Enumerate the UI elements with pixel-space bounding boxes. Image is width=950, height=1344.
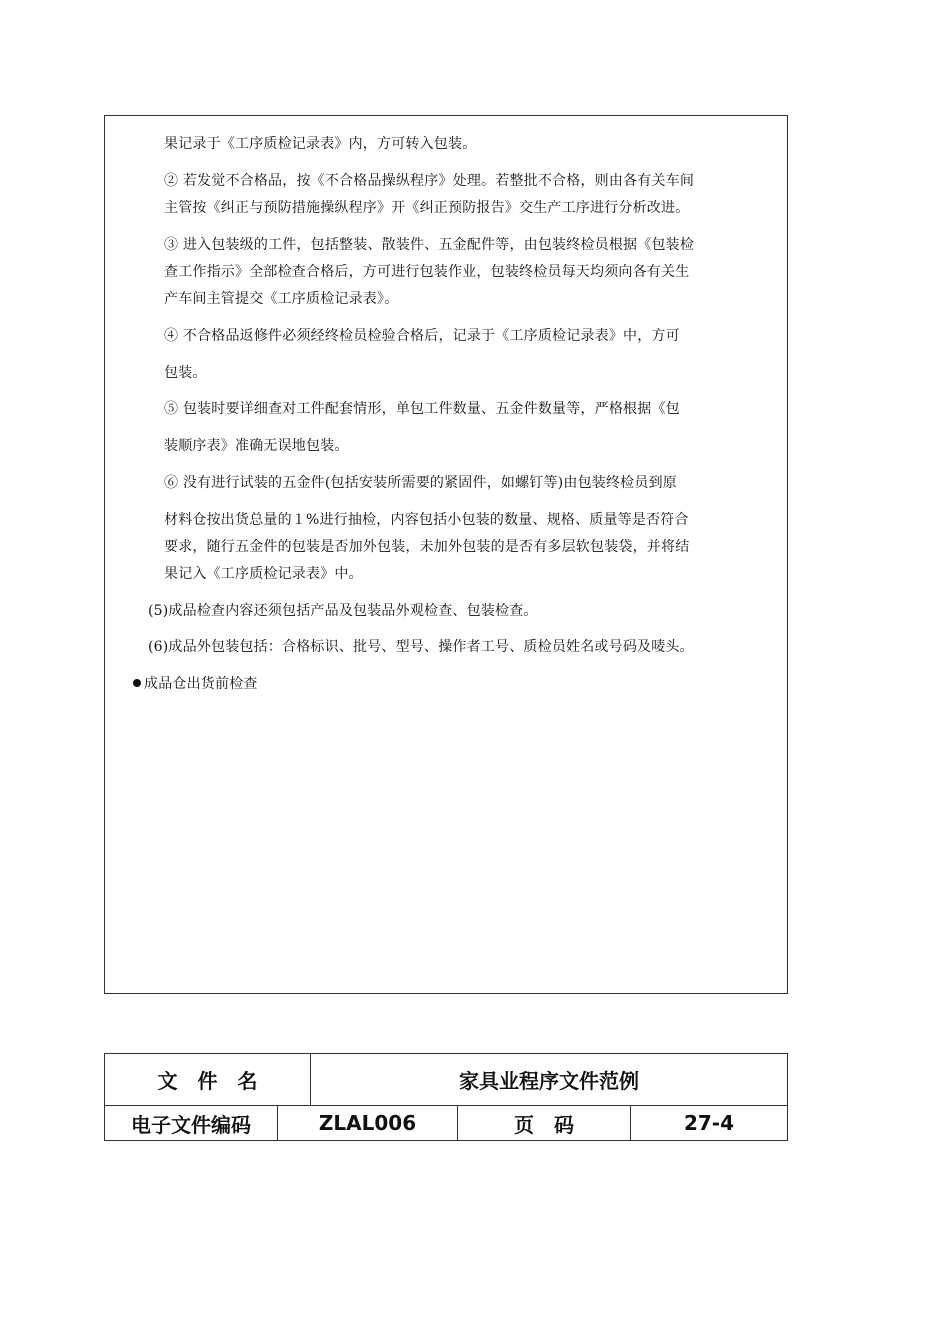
text-line: 查工作指示》全部检查合格后，方可进行包装作业，包装终检员每天均须向各有关生 — [164, 264, 690, 280]
text-line: ③ 进入包装级的工件，包括整装、散装件、五金配件等，由包装终检员根据《包装检 — [164, 237, 695, 253]
text-line: (6)成品外包装包括：合格标识、批号、型号、操作者工号、质检员姓名或号码及唛头。 — [148, 639, 694, 655]
footer-table — [104, 1053, 788, 1141]
page-number: 27-4 — [683, 1111, 735, 1135]
file-name-label: 文 件 名 — [157, 1069, 258, 1093]
bullet-item — [133, 675, 258, 693]
electronic-code-value: ZLAL006 — [318, 1111, 417, 1135]
text-line: ④ 不合格品返修件必须经终检员检验合格后，记录于《工序质检记录表》中，方可 — [164, 328, 680, 344]
text-line: 材料仓按出货总量的１%进行抽检，内容包括小包装的数量、规格、质量等是否符合 — [164, 512, 689, 528]
text-line: 果记入《工序质检记录表》中。 — [164, 566, 363, 582]
file-name-value: 家具业程序文件范例 — [459, 1069, 639, 1093]
text-line: 主管按《纠正与预防措施操纵程序》开《纠正预防报告》交生产工序进行分析改进。 — [164, 200, 690, 216]
page-label: 页 码 — [514, 1112, 574, 1137]
text-line: 要求，随行五金件的包装是否加外包装，未加外包装的是否有多层软包装袋，并将结 — [164, 539, 690, 555]
text-line: ⑥ 没有进行试装的五金件(包括安装所需要的紧固件，如螺钉等)由包装终检员到原 — [164, 475, 677, 491]
text-line: 果记录于《工序质检记录表》内，方可转入包装。 — [164, 136, 477, 152]
text-line: 包装。 — [164, 365, 207, 381]
text-line: 产车间主管提交《工序质检记录表》。 — [164, 291, 399, 307]
text-line: ② 若发觉不合格品，按《不合格品操纵程序》处理。若整批不合格，则由各有关车间 — [164, 173, 695, 189]
text-line: (5)成品检查内容还须包括产品及包装品外观检查、包装检查。 — [148, 603, 538, 619]
electronic-code-label: 电子文件编码 — [131, 1112, 251, 1137]
bullet-text: 成品仓出货前检查 — [144, 676, 258, 692]
text-line: ⑤ 包装时要详细查对工件配套情形，单包工件数量、五金件数量等，严格根据《包 — [164, 401, 680, 417]
text-line: 装顺序表》准确无误地包装。 — [164, 438, 349, 454]
bullet-icon — [133, 679, 141, 687]
